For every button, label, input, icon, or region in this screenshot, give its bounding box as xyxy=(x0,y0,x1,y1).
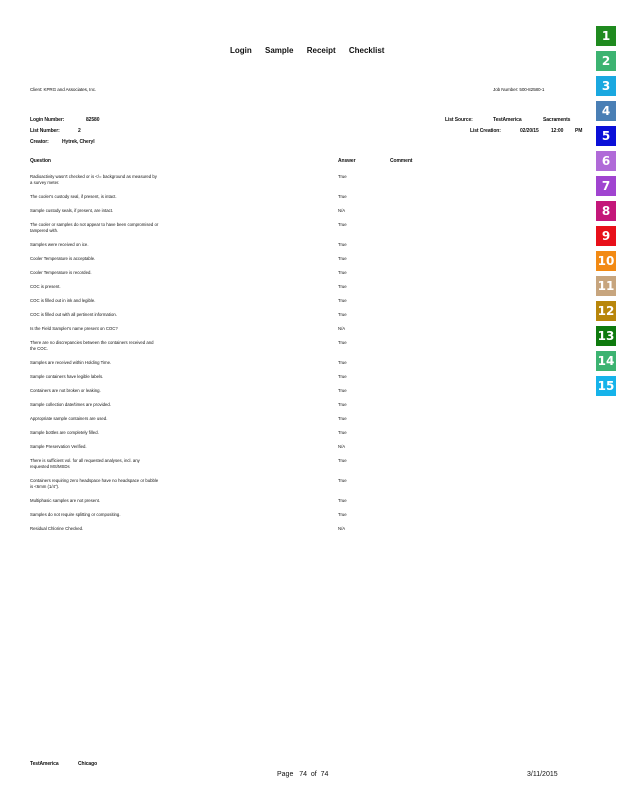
question-text: Sample containers have legible labels. xyxy=(30,374,104,379)
answer-text: True xyxy=(338,430,347,435)
question-text: Containers requiring zero headspace have no headspace or bubble is <6mm (1/4"). xyxy=(30,478,159,489)
answer-text: True xyxy=(338,340,347,345)
answer-text: N/A xyxy=(338,526,346,531)
table-row xyxy=(30,402,430,408)
checklist-table xyxy=(30,174,430,540)
table-row xyxy=(30,430,430,436)
table-row xyxy=(30,340,430,352)
table-row xyxy=(30,326,430,332)
table-row xyxy=(30,298,430,304)
title-word-sample: Sample xyxy=(265,46,294,55)
question-text: Is the Field Sampler's name present on COC? xyxy=(30,326,118,331)
answer-text: N/A xyxy=(338,444,346,449)
table-row xyxy=(30,242,430,248)
header-answer: Answer xyxy=(338,158,356,164)
section-tab-8[interactable]: 8 xyxy=(596,201,616,221)
answer-text: True xyxy=(338,478,347,483)
of-label: of xyxy=(310,771,317,778)
answer-text: True xyxy=(338,256,347,261)
question-text: Sample bottles are completely filled. xyxy=(30,430,99,435)
title-word-checklist: Checklist xyxy=(348,46,385,55)
answer-text: True xyxy=(338,242,347,247)
section-tab-1[interactable]: 1 xyxy=(596,26,616,46)
footer-city: Chicago xyxy=(78,761,98,767)
section-tab-12[interactable]: 12 xyxy=(596,301,616,321)
section-tabs xyxy=(596,26,616,401)
login-number-value: 82580 xyxy=(86,117,100,123)
question-text: Residual Chlorine Checked. xyxy=(30,526,84,531)
section-tab-10[interactable]: 10 xyxy=(596,251,616,271)
question-text: Sample collection date/times are provided. xyxy=(30,402,111,407)
list-number-label: List Number: xyxy=(30,128,60,134)
title-word-receipt: Receipt xyxy=(306,46,336,55)
answer-text: N/A xyxy=(338,326,346,331)
question-text: The cooler's custody seal, if present, is intact. xyxy=(30,194,117,199)
answer-text: True xyxy=(338,284,347,289)
login-number-label: Login Number: xyxy=(30,117,65,123)
answer-text: True xyxy=(338,498,347,503)
footer-lab: TestAmerica xyxy=(30,761,59,767)
creator-label: Creator: xyxy=(30,139,49,145)
answer-text: True xyxy=(338,402,347,407)
answer-text: True xyxy=(338,512,347,517)
title-word-login: Login xyxy=(230,46,252,55)
section-tab-3[interactable]: 3 xyxy=(596,76,616,96)
answer-text: True xyxy=(338,360,347,365)
creator-value: Hytrek, Cheryl xyxy=(62,139,95,145)
section-tab-14[interactable]: 14 xyxy=(596,351,616,371)
table-row xyxy=(30,194,430,200)
question-text: COC is filled out with all pertinent information. xyxy=(30,312,117,317)
section-tab-4[interactable]: 4 xyxy=(596,101,616,121)
question-text: Cooler Temperature is acceptable. xyxy=(30,256,96,261)
question-text: There are no discrepancies between the containers received and the COC. xyxy=(30,340,154,351)
answer-text: True xyxy=(338,298,347,303)
answer-text: N/A xyxy=(338,208,346,213)
section-tab-13[interactable]: 13 xyxy=(596,326,616,346)
question-text: Cooler Temperature is recorded. xyxy=(30,270,92,275)
answer-text: True xyxy=(338,194,347,199)
list-source-value: TestAmerica xyxy=(493,117,522,123)
section-tab-7[interactable]: 7 xyxy=(596,176,616,196)
question-text: COC is present. xyxy=(30,284,61,289)
answer-text: True xyxy=(338,388,347,393)
page-indicator xyxy=(277,771,328,778)
table-row xyxy=(30,208,430,214)
question-text: Samples were received on ice. xyxy=(30,242,89,247)
question-text: Samples do not require splitting or compositing. xyxy=(30,512,121,517)
list-creation-ampm: PM xyxy=(575,128,583,134)
answer-text: True xyxy=(338,174,347,179)
section-tab-9[interactable]: 9 xyxy=(596,226,616,246)
question-text: Appropriate sample containers are used. xyxy=(30,416,108,421)
table-row xyxy=(30,312,430,318)
client-name: Client: KPRG and Associates, Inc. xyxy=(30,87,97,92)
table-row xyxy=(30,458,430,470)
report-title xyxy=(230,46,394,55)
question-text: Sample Preservation Verified. xyxy=(30,444,87,449)
list-creation-time: 12:00 xyxy=(551,128,564,134)
table-row xyxy=(30,222,430,234)
question-text: COC is filled out in ink and legible. xyxy=(30,298,96,303)
answer-text: True xyxy=(338,416,347,421)
footer-date: 3/11/2015 xyxy=(527,771,558,778)
question-text: Samples are received within Holding Time. xyxy=(30,360,112,365)
question-text: Radioactivity wasn't checked or is </= background as measured by a survey meter. xyxy=(30,174,157,185)
table-row xyxy=(30,270,430,276)
section-tab-11[interactable]: 11 xyxy=(596,276,616,296)
answer-text: True xyxy=(338,270,347,275)
table-row xyxy=(30,374,430,380)
answer-text: True xyxy=(338,374,347,379)
section-tab-2[interactable]: 2 xyxy=(596,51,616,71)
table-row xyxy=(30,512,430,518)
answer-text: True xyxy=(338,458,347,463)
answer-text: True xyxy=(338,222,347,227)
job-number: Job Number: 500-82580-1 xyxy=(493,87,545,92)
section-tab-15[interactable]: 15 xyxy=(596,376,616,396)
question-text: Containers are not broken or leaking. xyxy=(30,388,101,393)
table-row xyxy=(30,498,430,504)
list-creation-label: List Creation: xyxy=(470,128,501,134)
question-text: Sample custody seals, if present, are intact. xyxy=(30,208,114,213)
page-number: 74 xyxy=(299,771,307,778)
section-tab-5[interactable]: 5 xyxy=(596,126,616,146)
table-row xyxy=(30,478,430,490)
question-text: The cooler or samples do not appear to have been compromised or tampered with. xyxy=(30,222,159,233)
header-comment: Comment xyxy=(390,158,413,164)
table-row xyxy=(30,174,430,186)
list-number-value: 2 xyxy=(78,128,81,134)
table-row xyxy=(30,256,430,262)
table-row xyxy=(30,526,430,532)
table-row xyxy=(30,444,430,450)
list-creation-date: 02/20/15 xyxy=(520,128,539,134)
answer-text: True xyxy=(338,312,347,317)
page-total: 74 xyxy=(320,771,329,778)
sacraments-label: Sacraments xyxy=(543,117,571,123)
table-row xyxy=(30,284,430,290)
question-text: Multiphasic samples are not present. xyxy=(30,498,100,503)
table-row xyxy=(30,388,430,394)
table-row xyxy=(30,360,430,366)
header-question: Question xyxy=(30,158,51,164)
list-source-label: List Source: xyxy=(445,117,473,123)
question-text: There is sufficient vol. for all requested analyses, incl. any requested MS/MSDs xyxy=(30,458,140,469)
page-label: Page xyxy=(277,771,294,778)
section-tab-6[interactable]: 6 xyxy=(596,151,616,171)
table-row xyxy=(30,416,430,422)
